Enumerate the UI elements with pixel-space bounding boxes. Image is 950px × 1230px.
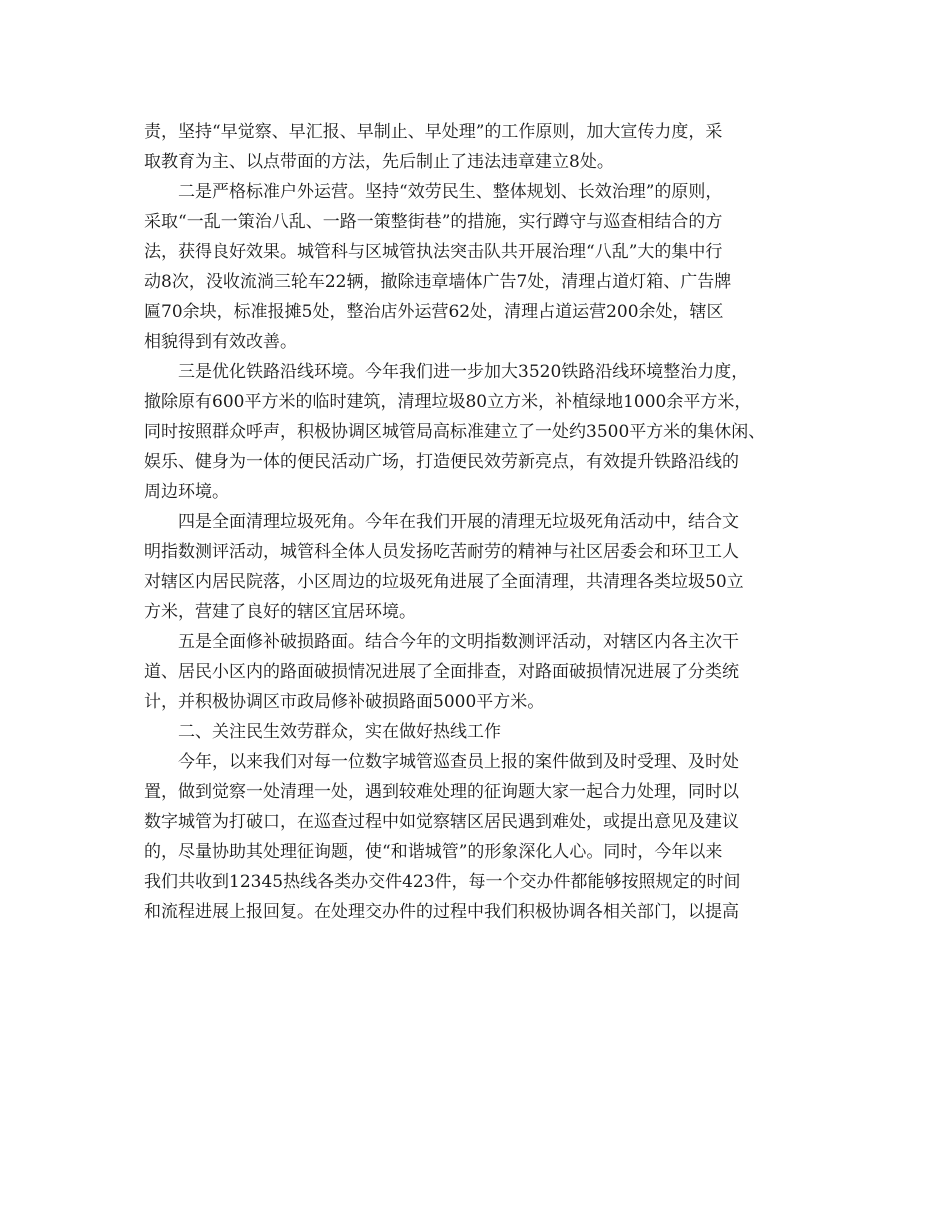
text-line: 计，并积极协调区市政局修补破损路面5000平方米。: [144, 692, 545, 712]
text-line: 五是全面修补破损路面。结合今年的文明指数测评活动，对辖区内各主次干: [178, 632, 739, 652]
text-line: 四是全面清理垃圾死角。今年在我们开展的清理无垃圾死角活动中，结合文: [178, 512, 739, 532]
text-line: 我们共收到12345热线各类办交件423件，每一个交办件都能够按照规定的时间: [144, 872, 741, 892]
text-line: 采取“一乱一策治八乱、一路一策整街巷”的措施，实行蹲守与巡查相结合的方: [144, 212, 723, 232]
text-line: 同时按照群众呼声，积极协调区城管局高标准建立了一处约3500平方米的集休闲、: [144, 422, 766, 442]
text-line: 方米，营建了良好的辖区宜居环境。: [144, 602, 416, 622]
text-line: 今年，以来我们对每一位数字城管巡查员上报的案件做到及时受理、及时处: [178, 752, 739, 772]
text-line: 动8次，没收流淌三轮车22辆，撤除违章墙体广告7处，清理占道灯箱、广告牌: [144, 272, 732, 292]
text-line: 相貌得到有效改善。: [144, 332, 297, 352]
text-line: 置，做到觉察一处清理一处，遇到较难处理的征询题大家一起合力处理，同时以: [144, 782, 739, 802]
text-line: 娱乐、健身为一体的便民活动广场，打造便民效劳新亮点，有效提升铁路沿线的: [144, 452, 739, 472]
text-line: 匾70余块，标准报摊5处，整治店外运营62处，清理占道运营200余处，辖区: [144, 302, 724, 322]
text-line: 法，获得良好效果。城管科与区城管执法突击队共开展治理“八乱”大的集中行: [144, 242, 723, 262]
text-line: 对辖区内居民院落，小区周边的垃圾死角进展了全面清理，共清理各类垃圾50立: [144, 572, 744, 592]
text-line: 二是严格标准户外运营。坚持“效劳民生、整体规划、长效治理”的原则，: [178, 182, 723, 202]
text-line: 道、居民小区内的路面破损情况进展了全面排查，对路面破损情况进展了分类统: [144, 662, 739, 682]
text-line: 的，尽量协助其处理征询题，使“和谐城管”的形象深化人心。同时，今年以来: [144, 842, 723, 862]
text-line: 责，坚持“早觉察、早汇报、早制止、早处理”的工作原则，加大宣传力度，采: [144, 122, 723, 142]
text-line: 明指数测评活动，城管科全体人员发扬吃苦耐劳的精神与社区居委会和环卫工人: [144, 542, 739, 562]
text-line: 二、关注民生效劳群众，实在做好热线工作: [178, 722, 501, 742]
document-body: [144, 117, 814, 927]
text-line: 撤除原有600平方米的临时建筑，清理垃圾80立方米，补植绿地1000余平方米，: [144, 392, 752, 412]
text-line: 数字城管为打破口，在巡查过程中如觉察辖区居民遇到难处，或提出意见及建议: [144, 812, 739, 832]
text-line: 周边环境。: [144, 482, 229, 502]
text-line: 取教育为主、以点带面的方法，先后制止了违法违章建立8处。: [144, 152, 614, 172]
text-line: 和流程进展上报回复。在处理交办件的过程中我们积极协调各相关部门，以提高: [144, 902, 739, 922]
text-line: 三是优化铁路沿线环境。今年我们进一步加大3520铁路沿线环境整治力度，: [178, 362, 749, 382]
